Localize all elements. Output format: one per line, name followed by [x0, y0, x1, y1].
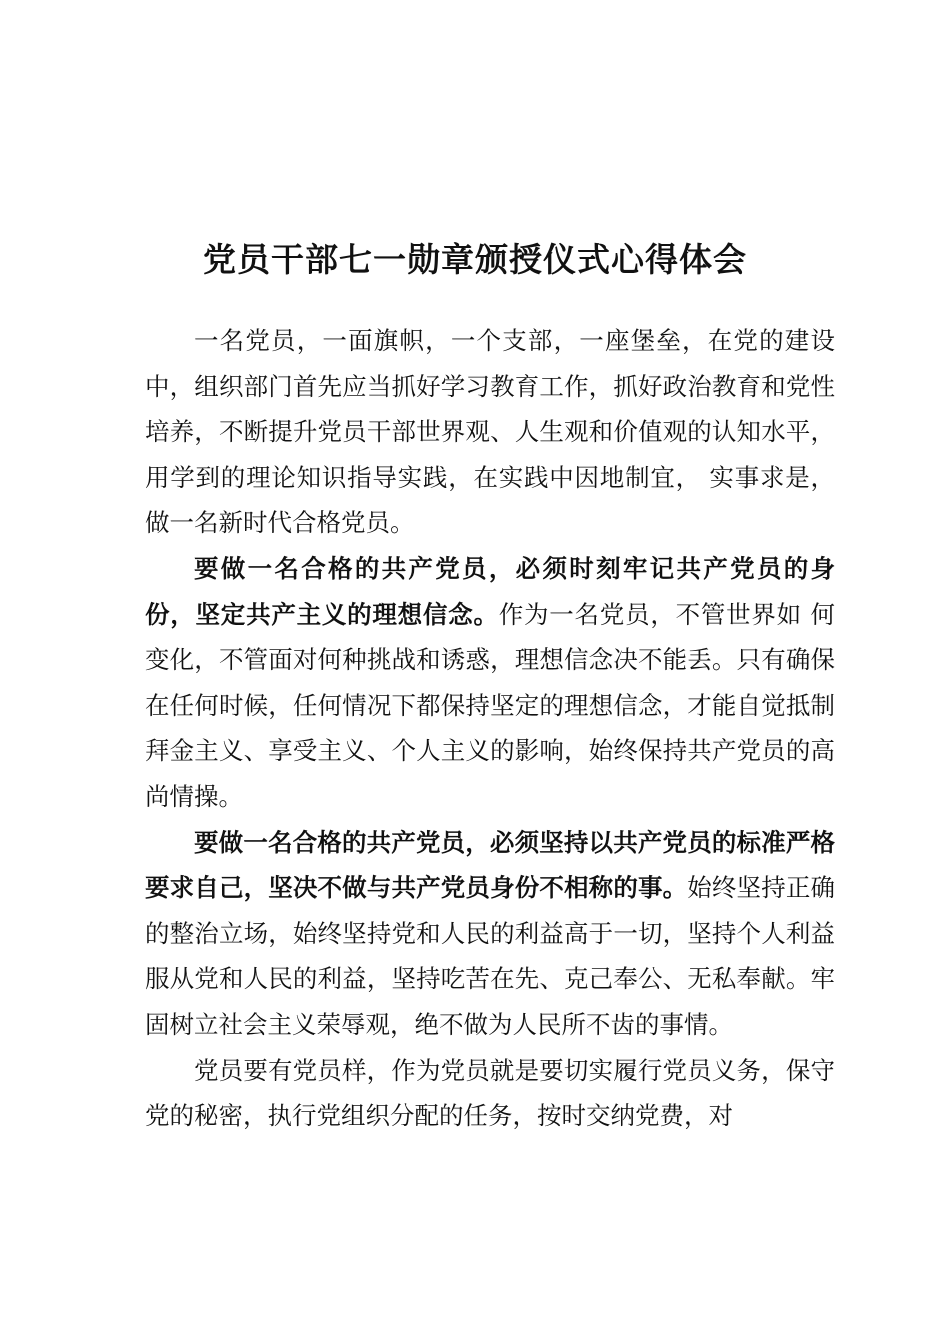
paragraph-4-text: 党员要有党员样，作为党员就是要切实履行党员义务，保守党的秘密，执行党组织分配的任务，按时交纳党费，对 [145, 1055, 835, 1131]
paragraph-1-text: 一名党员，一面旗帜，一个支部，一座堡垒，在党的建设中，组织部门首先应当抓好学习教育工作，抓好政治教育和党性培养，不断提升党员干部世界观、人生观和价值观的认知水平，用学到的理论知识指导实践，在实践中因地制宜， 实事求是，做一名新时代合格党员。 [145, 326, 835, 538]
document-title: 党员干部七一勋章颁授仪式心得体会 [203, 240, 747, 279]
paragraph-3 [145, 820, 835, 1048]
document-body [145, 318, 835, 1139]
paragraph-4 [145, 1048, 835, 1139]
paragraph-2-text: 作为一名党员，不管世界如 何变化，不管面对何种挑战和诱惑，理想信念决不能丢。只有确保在任何时候，任何情况下都保持坚定的理想信念，才能自觉抵制拜金主义、享受主义、个人主义的影响，始终保持共产党员的高尚情操。 [145, 599, 835, 811]
paragraph-3-bold-lead: 要做一名合格的共产党员，必须坚持以共产党员的标准严格要求自己，坚决不做与共产党员身份不相称的事。 [145, 827, 835, 903]
paragraph-1 [145, 318, 835, 546]
paragraph-2 [145, 546, 835, 820]
paragraph-2-bold-lead: 要做一名合格的共产党员，必须时刻牢记共产党员的身 份，坚定共产主义的理想信念。 [145, 553, 835, 629]
paragraph-3-text: 始终坚持正确的整治立场，始终坚持党和人民的利益高于一切，坚持个人利益服从党和人民的利益，坚持吃苦在先、克己奉公、无私奉献。牢固树立社会主义荣辱观，绝不做为人民所不齿的事情。 [145, 873, 836, 1039]
